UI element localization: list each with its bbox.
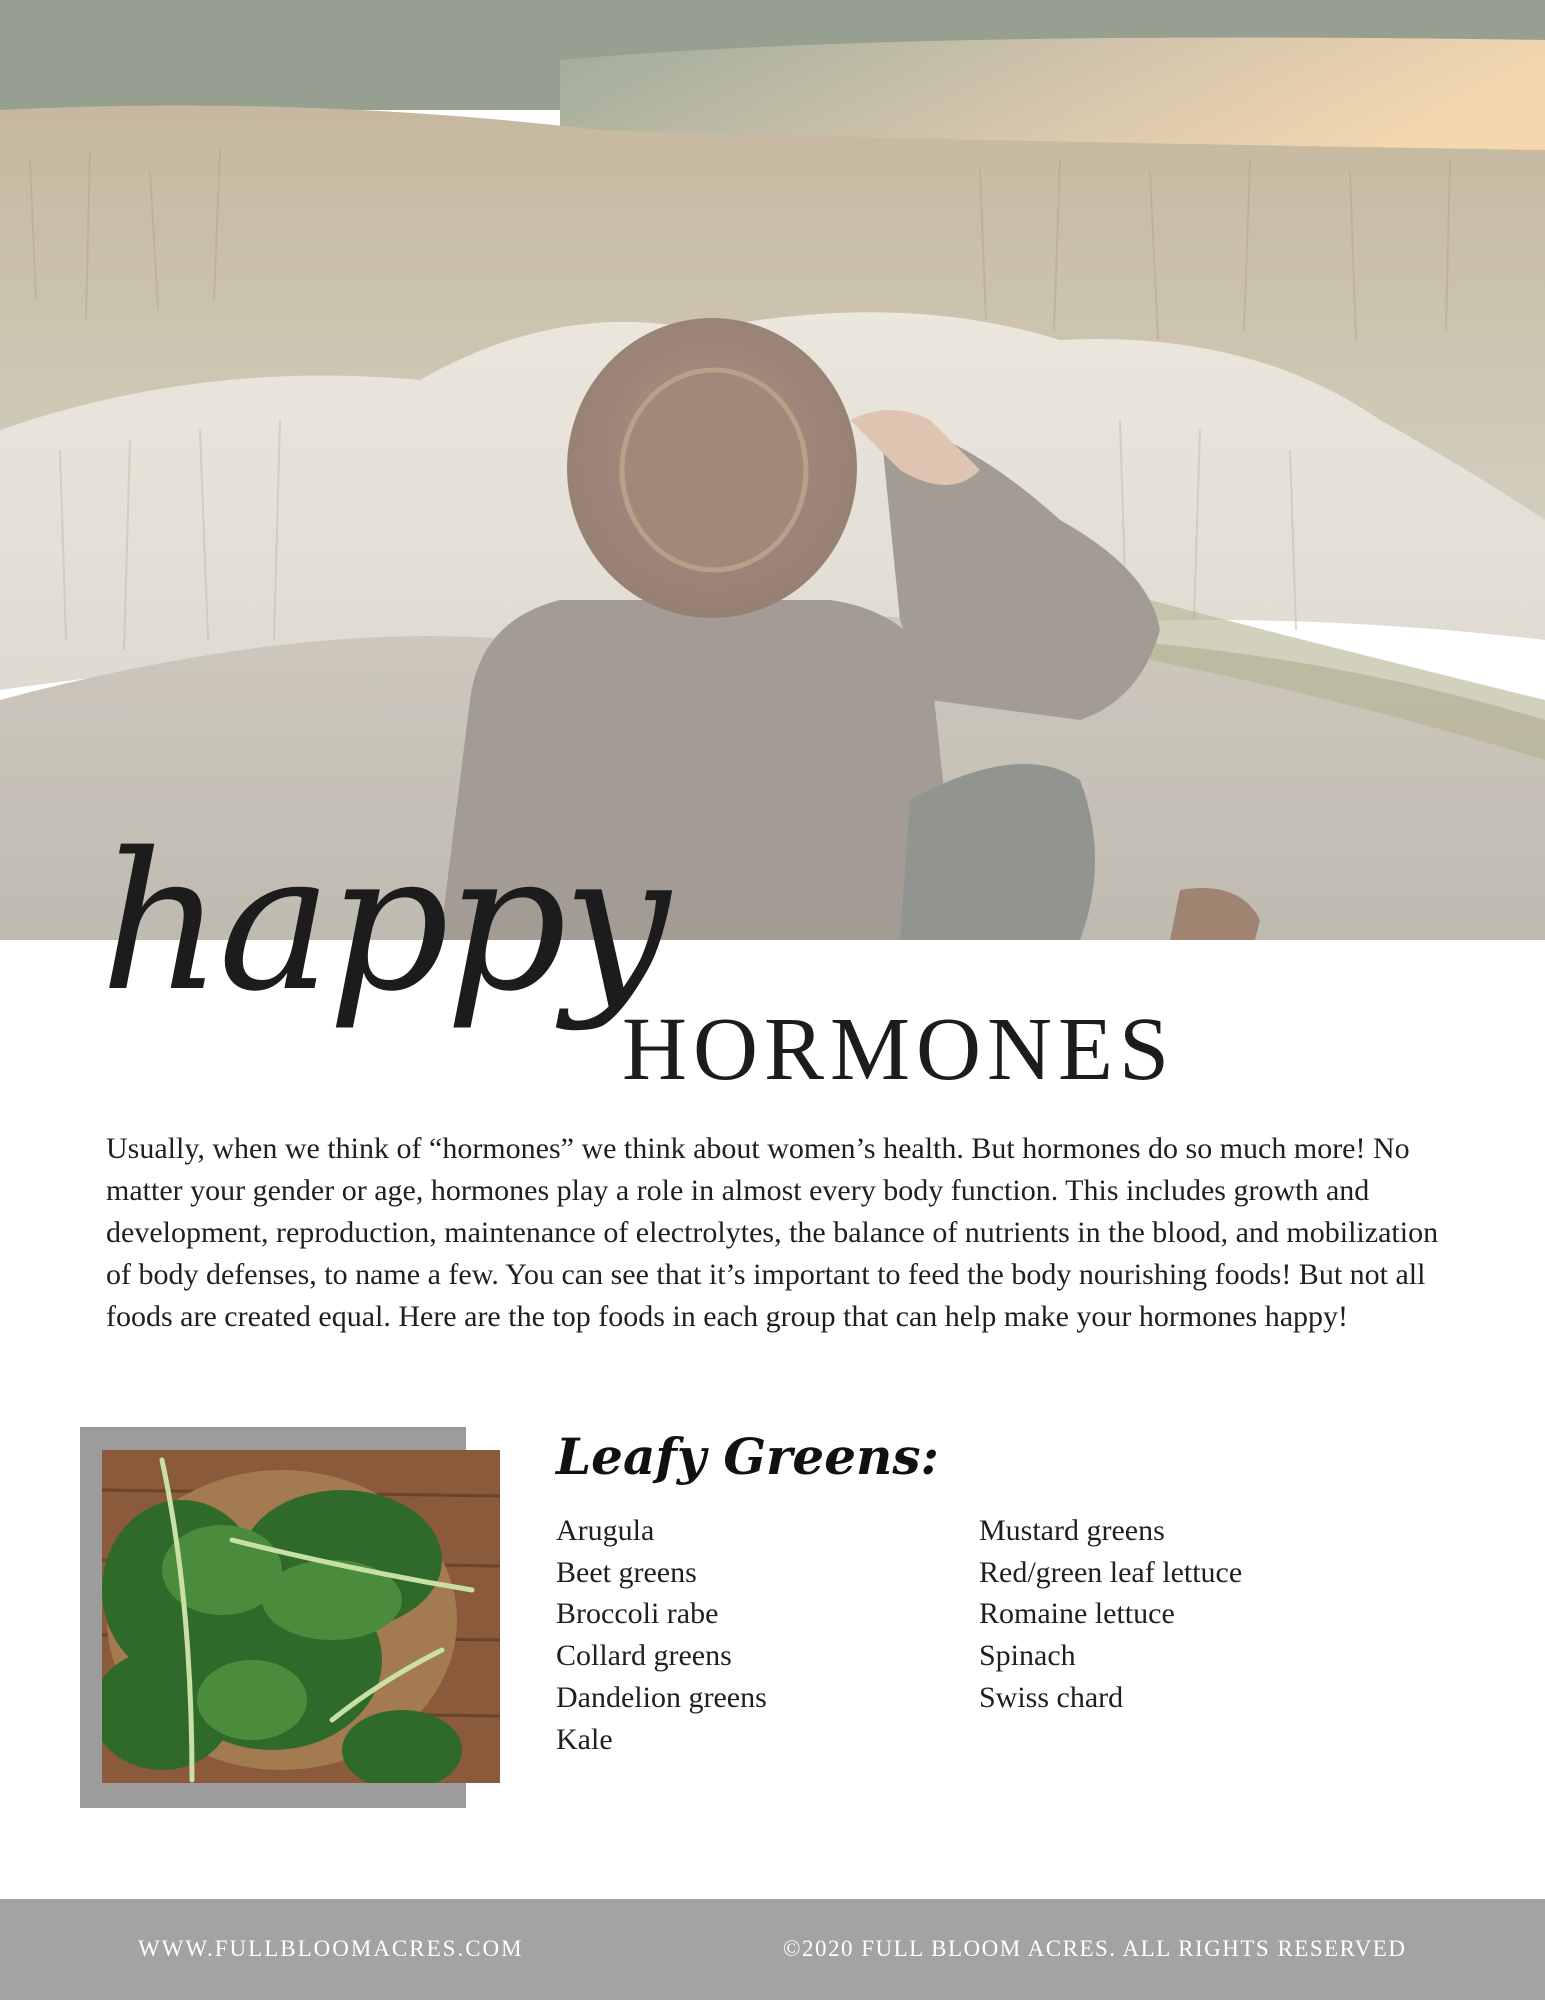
- title-hormones: HORMONES: [622, 1000, 1176, 1099]
- list-item: Swiss chard: [979, 1680, 1124, 1714]
- leafy-greens-list-left: [556, 1510, 767, 1760]
- lake-scene-image: [0, 0, 1545, 940]
- intro-paragraph: Usually, when we think of “hormones” we think about women’s health. But hormones do so much more! No matter your gender or age, hormones play a role in almost every body function. This includes growth and development, reproduction, maintenance of electrolytes, the balance of nutrients in the blood, and mobilization of body defenses, to name a few. You can see that it’s important to feed the body nourishing foods! But not all foods are created equal. Here are the top foods in each group that can help make your hormones happy!: [106, 1132, 1439, 1333]
- kale-image: [102, 1450, 500, 1783]
- section-heading-leafy-greens: Leafy Greens:: [556, 1427, 939, 1486]
- list-item: Romaine lettuce: [979, 1597, 1175, 1631]
- title-happy: happy: [100, 812, 667, 1033]
- leafy-greens-list-right: [979, 1510, 1242, 1719]
- list-item: Kale: [556, 1722, 613, 1756]
- list-item: Collard greens: [556, 1639, 732, 1673]
- list-item: Arugula: [556, 1514, 655, 1547]
- hero-photo: [0, 0, 1545, 940]
- list-item: Mustard greens: [979, 1514, 1165, 1547]
- footer-bar: [0, 1899, 1545, 2000]
- kale-photo: [102, 1450, 500, 1783]
- list-item: Broccoli rabe: [556, 1597, 719, 1631]
- copyright-text: ©2020 FULL BLOOM ACRES. ALL RIGHTS RESERVED: [783, 1936, 1407, 1961]
- list-item: Dandelion greens: [556, 1680, 767, 1714]
- list-item: Red/green leaf lettuce: [979, 1555, 1243, 1589]
- list-item: Beet greens: [556, 1555, 697, 1589]
- website-link[interactable]: WWW.FULLBLOOMACRES.COM: [138, 1936, 524, 1961]
- list-item: Spinach: [979, 1639, 1076, 1673]
